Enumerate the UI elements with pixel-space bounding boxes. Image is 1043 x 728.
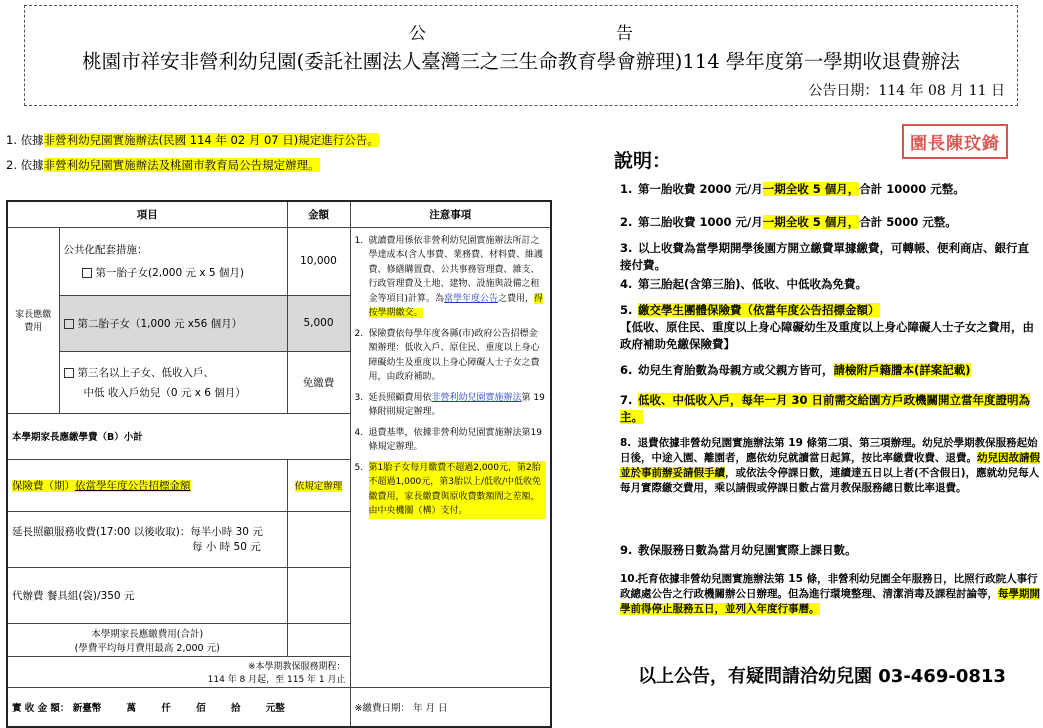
option-third-child: [59, 351, 287, 413]
extended-care-line2: 每 小 時 50 元: [192, 541, 261, 553]
header-notes: 注意事項: [350, 201, 551, 227]
notes-cell: [350, 227, 551, 687]
insurance-row: 保險費（期）依當學年度公告招標金額: [7, 459, 287, 511]
note-4: 4. 退費基準，依據非營利幼兒園實施辦法第19條規定辦理。: [354, 427, 542, 452]
agency-fee: 代辦費 餐具組(袋)/350 元: [7, 567, 287, 623]
service-period-line-2: 114 年 8 月起，至 115 年 1 月止: [207, 674, 346, 685]
third-child-amount: 免繳費: [287, 351, 350, 413]
option-second-child: [59, 295, 287, 351]
first-child-label: 第一胎子女(2,000 元 x 5 個月): [95, 267, 244, 279]
explain-item-10: 10. 托育依據非營幼兒園實施辦法第 15 條，非營利幼兒園全年服務日，比照行政院人事行政總處公告之行政機關辦公日辦理。但為進行環境整理、清潔消毒及課程討論等，每學期開學前得停止服務五日，並列入年度行事曆。: [620, 573, 1040, 615]
note-2: 2. 保險費依每學年度各縣(市)政府公告招標金額辦理：低收入戶、原住民、重度以上身心障礙幼生及重度以上身心障礙人士子女之費用，由政府補助。: [354, 328, 540, 382]
header-amount: 金額: [287, 201, 350, 227]
checkbox-first-child[interactable]: [82, 268, 92, 278]
service-period-line-1: ※本學期教保服務期程：: [247, 661, 346, 672]
total-line-1: 本學期家長應繳費用(合計): [91, 628, 204, 640]
note-5: 5. 第1胎子女每月繳費不超過2,000元，第2胎不超過1,000元，第3胎以上/低收/中低收免繳費用，家長繳費與原收費數額間之差額，由中央機關（構）支付。: [355, 461, 547, 519]
note-1: 1. 就讀費用係依非營利幼兒園實施辦法所訂之學達成本(含人事費、業務費、材料費、維護費、修繕購置費、公共事務管理費、雜支、行政管理費及土地、建物、設施與設備之租金等項目)計算。為當學年度公告之費用，得按學期繳交。: [354, 235, 544, 318]
explain-item-5: 5. 繳交學生團體保險費（依當年度公告招標金額） 【低收、原住民、重度以上身心障礙幼生及重度以上身心障礙人士子女之費用，由政府補助免繳保險費】: [620, 303, 1034, 351]
explain-item-6: 6. 幼兒生育胎數為母親方或父親方皆可，請檢附戶籍謄本(詳案記載): [620, 363, 971, 377]
explain-item-1: 1. 第一胎收費 2000 元/月一期全收 5 個月，合計 10000 元整。: [620, 182, 965, 196]
checkbox-third-child[interactable]: [64, 368, 74, 378]
first-child-amount: 10,000: [287, 227, 350, 295]
note-3: 3. 延長照顧費用依非營利幼兒園實施辦法第 19 條附則規定辦理。: [354, 392, 545, 417]
explain-item-4: 4. 第三胎起(含第三胎)、低收、中低收為免費。: [620, 277, 868, 291]
explain-item-7: 7. 低收、中低收入戶，每年一月 30 日前需交給園方戶政機關開立當年度證明為主。: [620, 393, 1031, 424]
public-measures-label: 公共化配套措施：: [63, 244, 148, 256]
agency-fee-amount: [287, 567, 350, 623]
option-first-child: [59, 227, 287, 295]
fee-table: [6, 200, 552, 728]
payment-date: ※繳費日期： 年 月 日: [350, 687, 551, 727]
extended-care-label: 延長照顧服務收費(17:00 以後收取)：每半小時 30 元: [12, 526, 263, 538]
second-child-amount: 5,000: [287, 295, 350, 351]
explain-item-9: 9. 教保服務日數為當月幼兒園實際上課日數。: [620, 543, 857, 557]
intro-line-2: 2. 依據非營利幼兒園實施辦法及桃園市教育局公告規定辦理。: [6, 158, 320, 172]
header-box: [24, 5, 1018, 106]
total-line-2: (學費平均每月費用最高 2,000 元): [74, 642, 220, 654]
footer-contact: 以上公告，有疑問請洽幼兒園 03-469-0813: [638, 666, 1006, 687]
extended-care-amount: [287, 511, 350, 567]
third-child-label-2: 中低 收入戶幼兒（0 元 x 6 個月）: [83, 386, 246, 399]
received-value: 新臺幣 萬 仟 佰 拾 元整: [72, 702, 285, 714]
total-amount: [287, 623, 350, 656]
principal-seal: 園長陳玟錡: [902, 124, 1008, 159]
second-child-label: 第二胎子女（1,000 元 x56 個月）: [77, 317, 243, 330]
parent-fee-label: 家長應繳費用: [7, 227, 59, 413]
explain-item-8: 8. 退費依據非營幼兒園實施辦法第 19 條第二項、第三項辦理。幼兒於學期教保服務起始日後，中途入園、離園者，應依幼兒就讀當日起算，按比率繳費收費、退費。幼兒因故請假並於事前辦妥請假手續，或依法令停課日數，連續達五日以上者(不含假日)，應就幼兒每人每月實際繳交費用，乘以請假或停課日數占當月教保服務總日數比率退費。: [620, 437, 1040, 494]
header-item: 項目: [7, 201, 287, 227]
notice-title: 公告: [409, 24, 823, 44]
subtotal-label: 本學期家長應繳學費（B）小計: [7, 413, 350, 459]
explain-title: 說明：: [614, 150, 672, 172]
insurance-amount: 依規定辦理: [287, 459, 350, 511]
service-period: [7, 656, 350, 687]
intro-line-1: 1. 依據非營利幼兒園實施辦法(民國 114 年 02 月 07 日)規定進行公告。: [6, 133, 379, 147]
third-child-label-1: 第三名以上子女、低收入戶、: [77, 366, 214, 379]
received-amount-row: [7, 687, 350, 727]
extended-care-row: [7, 511, 287, 567]
document-title: 桃園市祥安非營利幼兒園(委託社團法人臺灣三之三生命教育學會辦理)114 學年度第一學期收退費辦法: [82, 50, 960, 73]
received-label: 實 收 金 額：: [12, 702, 70, 714]
explain-item-2: 2. 第二胎收費 1000 元/月一期全收 5 個月，合計 5000 元整。: [620, 215, 957, 229]
explain-item-3: 3. 以上收費為當學期開學後園方開立繳費單據繳費，可轉帳、便利商店、銀行直接付費。: [620, 241, 1030, 272]
announcement-date: 公告日期：114 年 08 月 11 日: [808, 83, 1005, 99]
total-row: [7, 623, 287, 656]
checkbox-second-child[interactable]: [64, 319, 74, 329]
